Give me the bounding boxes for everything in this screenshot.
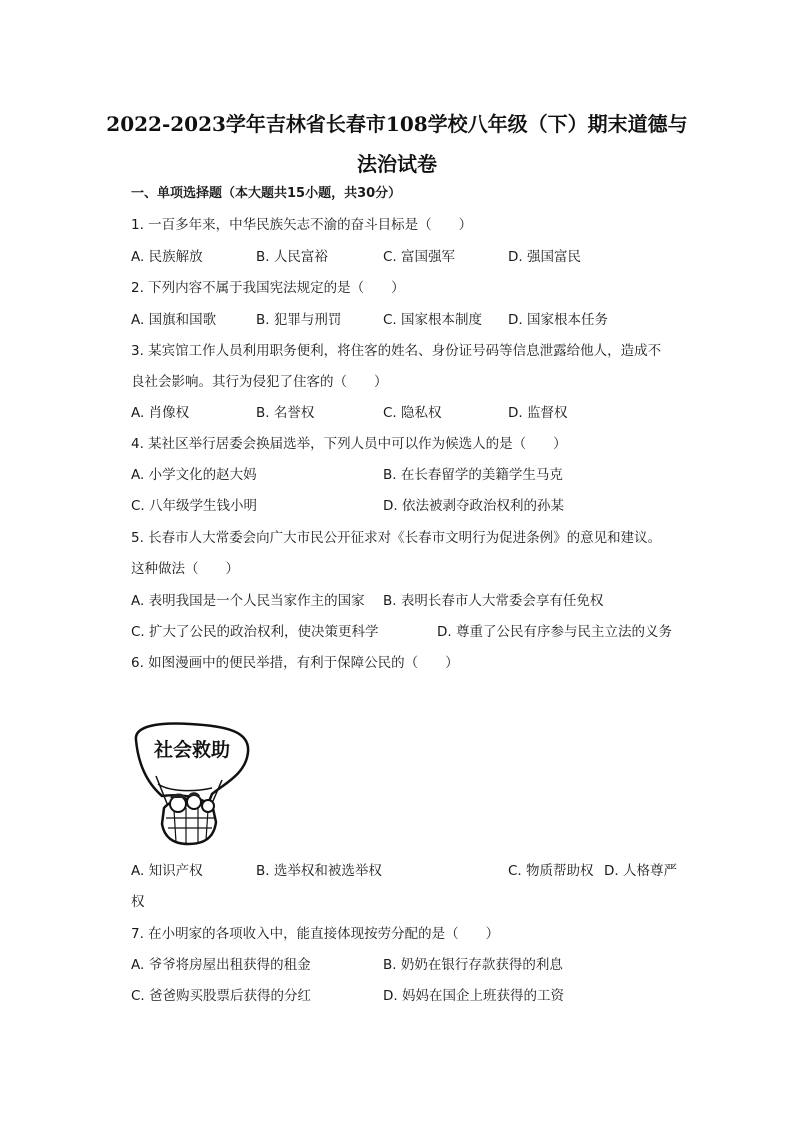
q6-option-a[interactable]: A. 知识产权	[131, 863, 203, 879]
question-5-stem-line1: 5. 长春市人大常委会向广大市民公开征求对《长春市文明行为促进条例》的意见和建议。	[131, 530, 662, 546]
q3-option-c[interactable]: C. 隐私权	[383, 405, 442, 421]
q7-option-b[interactable]: B. 奶奶在银行存款获得的利息	[383, 957, 563, 973]
q4-option-a[interactable]: A. 小学文化的赵大妈	[131, 467, 257, 483]
q2-option-a[interactable]: A. 国旗和国歌	[131, 312, 217, 328]
q1-option-b[interactable]: B. 人民富裕	[256, 249, 328, 265]
q3-option-d[interactable]: D. 监督权	[508, 405, 568, 421]
q1-option-c[interactable]: C. 富国强军	[383, 249, 456, 265]
q1-option-d[interactable]: D. 强国富民	[508, 249, 581, 265]
q2-option-d[interactable]: D. 国家根本任务	[508, 312, 608, 328]
q6-option-d-wrap: 权	[131, 894, 145, 910]
question-3-stem-line1: 3. 某宾馆工作人员利用职务便利，将住客的姓名、身份证号码等信息泄露给他人，造成不	[131, 343, 662, 359]
question-2-stem: 2. 下列内容不属于我国宪法规定的是（ ）	[131, 280, 405, 296]
person-head-1	[170, 796, 186, 812]
q5-option-c[interactable]: C. 扩大了公民的政治权利，使决策更科学	[131, 624, 379, 640]
q2-option-b[interactable]: B. 犯罪与刑罚	[256, 312, 342, 328]
q6-option-d[interactable]: D. 人格尊严	[604, 863, 677, 879]
q1-option-a[interactable]: A. 民族解放	[131, 249, 203, 265]
q7-option-c[interactable]: C. 爸爸购买股票后获得的分红	[131, 988, 312, 1004]
section-heading: 一、单项选择题（本大题共15小题，共30分）	[131, 186, 402, 201]
q5-option-d[interactable]: D. 尊重了公民有序参与民主立法的义务	[437, 624, 672, 640]
question-7-stem: 7. 在小明家的各项收入中，能直接体现按劳分配的是（ ）	[131, 926, 500, 942]
q4-option-d[interactable]: D. 依法被剥夺政治权利的孙某	[383, 498, 564, 514]
exam-title-line2: 法治试卷	[357, 152, 437, 176]
q7-option-d[interactable]: D. 妈妈在国企上班获得的工资	[383, 988, 564, 1004]
balloon-cartoon	[128, 722, 258, 846]
question-6-stem: 6. 如图漫画中的便民举措，有利于保障公民的（ ）	[131, 655, 459, 671]
balloon-caption: 社会救助	[153, 739, 231, 761]
question-3-stem-line2: 良社会影响。其行为侵犯了住客的（ ）	[131, 374, 388, 390]
question-5-stem-line2: 这种做法（ ）	[131, 561, 239, 577]
q4-option-c[interactable]: C. 八年级学生钱小明	[131, 498, 258, 514]
q5-option-a[interactable]: A. 表明我国是一个人民当家作主的国家	[131, 593, 365, 609]
question-1-stem: 1. 一百多年来，中华民族矢志不渝的奋斗目标是（ ）	[131, 217, 473, 233]
person-head-2	[187, 795, 201, 809]
q5-option-b[interactable]: B. 表明长春市人大常委会享有任免权	[383, 593, 604, 609]
q3-option-a[interactable]: A. 肖像权	[131, 405, 190, 421]
q7-option-a[interactable]: A. 爷爷将房屋出租获得的租金	[131, 957, 311, 973]
q6-option-c[interactable]: C. 物质帮助权	[508, 863, 594, 879]
q4-option-b[interactable]: B. 在长春留学的美籍学生马克	[383, 467, 563, 483]
exam-title-line1: 2022-2023学年吉林省长春市108学校八年级（下）期末道德与	[106, 112, 688, 136]
q2-option-c[interactable]: C. 国家根本制度	[383, 312, 483, 328]
person-head-3	[202, 800, 214, 812]
q3-option-b[interactable]: B. 名誉权	[256, 405, 315, 421]
question-4-stem: 4. 某社区举行居委会换届选举，下列人员中可以作为候选人的是（ ）	[131, 436, 567, 452]
q6-option-b[interactable]: B. 选举权和被选举权	[256, 863, 382, 879]
balloon-envelope-shape	[136, 724, 248, 804]
